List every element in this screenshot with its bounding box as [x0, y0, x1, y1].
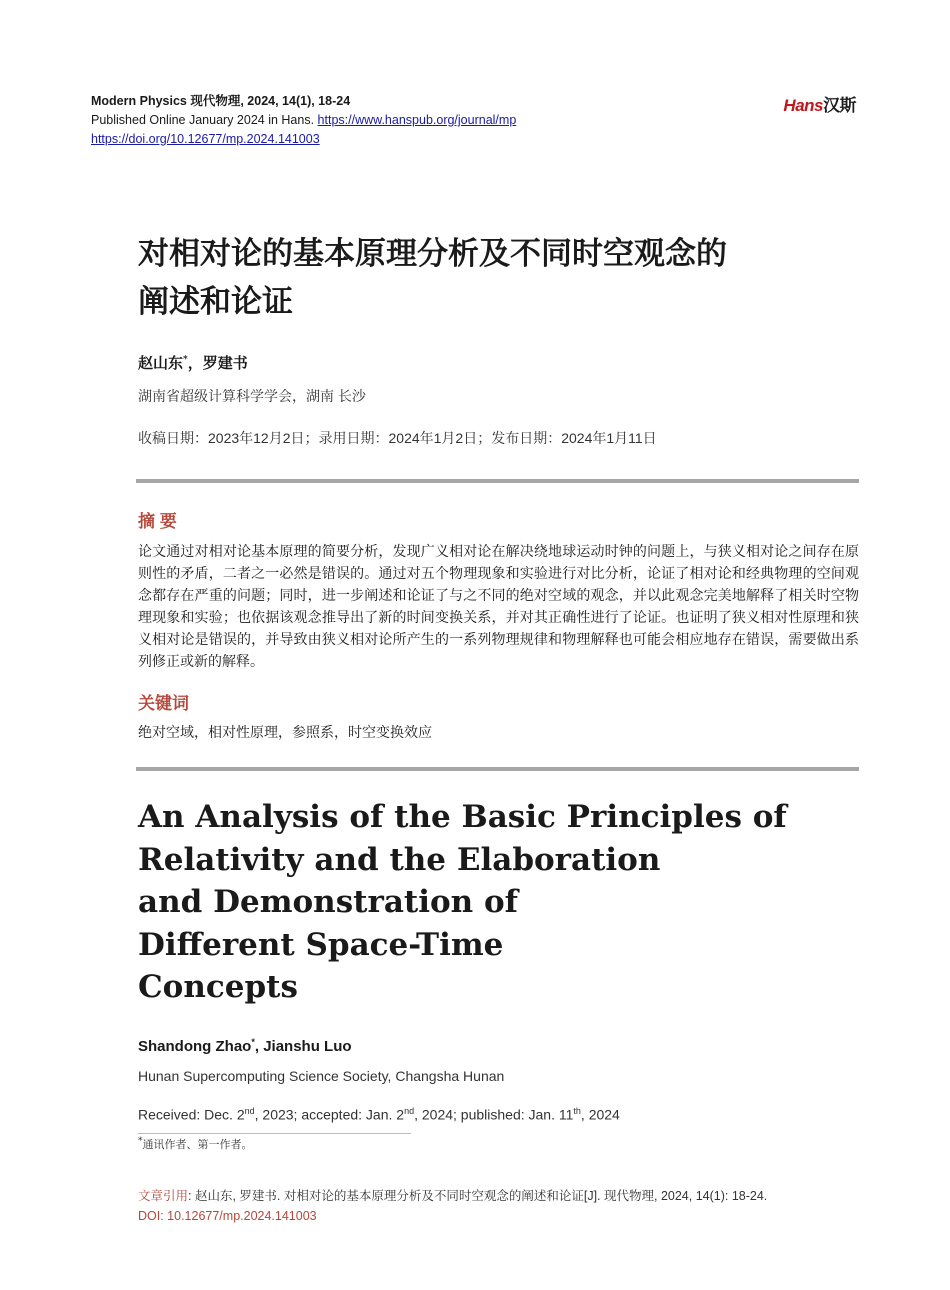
published-sup: th	[573, 1106, 581, 1116]
published-text: Published Online January 2024 in Hans.	[91, 113, 318, 127]
authors-en	[138, 1037, 352, 1055]
abstract-heading: 摘 要	[138, 512, 177, 531]
journal-header	[91, 92, 516, 149]
journal-url-link[interactable]: https://www.hanspub.org/journal/mp	[317, 113, 517, 127]
footnote-rule	[138, 1133, 411, 1134]
published-line	[91, 111, 516, 130]
title-cn-line-1: 对相对论的基本原理分析及不同时空观念的	[138, 236, 727, 271]
author-en-sep: ,	[254, 1038, 264, 1055]
footnote	[138, 1136, 253, 1152]
footnote-text: 通讯作者、第一作者。	[142, 1138, 253, 1151]
doi-url-link[interactable]: https://doi.org/10.12677/mp.2024.141003	[91, 132, 320, 146]
journal-line	[91, 92, 516, 111]
title-en-line-3: and Demonstration of	[138, 884, 519, 920]
title-en-line-2: Relativity and the Elaboration	[138, 841, 661, 878]
keywords-text: 绝对空域，相对性原理，参照系，时空变换效应	[138, 724, 432, 740]
author-cn-mark: *	[183, 355, 188, 365]
affiliation-en: Hunan Supercomputing Science Society, Changsha Hunan	[138, 1068, 505, 1084]
received-sup: nd	[244, 1106, 255, 1116]
received-text: Received: Dec. 2	[138, 1106, 245, 1123]
doi-line	[91, 130, 516, 149]
author-en-1: Shandong Zhao	[138, 1038, 252, 1055]
abstract-text: 论文通过对相对论基本原理的简要分析，发现广义相对论在解决绕地球运动时钟的问题上，与狭义相对论之间存在原则性的矛盾，二者之一必然是错误的。通过对五个物理现象和实验进行对比分析，论证了相对论和经典物理的空间观念都存在严重的问题；同时，进一步阐述和论证了与之不同的绝对空域的观念，并以此观念完美地解释了相关时空物理现象和实验；也依据该观念推导出了新的时间变换关系，并对其正确性进行了论证。也证明了狭义相对性原理和狭义相对论是错误的，并导致由狭义相对论所产生的一系列物理规律和物理解释也可能会相应地存在错误，需要做出系列修正或新的解释。	[138, 543, 859, 669]
journal-volume: 现代物理, 2024, 14(1), 18-24	[190, 94, 351, 108]
title-cn-line-2: 阐述和论证	[138, 284, 293, 319]
author-en-mark: *	[251, 1037, 255, 1047]
title-en-line-5: Concepts	[138, 969, 298, 1005]
title-en	[138, 796, 787, 1009]
author-en-2: Jianshu Luo	[263, 1038, 352, 1055]
logo-cn: 汉斯	[823, 96, 856, 115]
footnote-mark: *	[138, 1136, 143, 1147]
citation-line	[138, 1186, 868, 1206]
journal-name: Modern Physics	[91, 94, 187, 108]
author-cn-1: 赵山东	[138, 354, 184, 372]
affiliation-cn: 湖南省超级计算科学学会，湖南 长沙	[138, 388, 366, 404]
citation-text: : 赵山东, 罗建书. 对相对论的基本原理分析及不同时空观念的阐述和论证[J]. 现代物理, 2024, 14(1): 18-24.	[188, 1189, 768, 1203]
accepted-sup: nd	[404, 1106, 415, 1116]
accepted-text: , 2023; accepted: Jan. 2	[254, 1106, 405, 1123]
citation-label: 文章引用	[138, 1189, 189, 1203]
citation-doi[interactable]: DOI: 10.12677/mp.2024.141003	[138, 1209, 317, 1223]
authors-cn	[138, 352, 248, 373]
title-cn	[138, 230, 838, 326]
dates-cn: 收稿日期：2023年12月2日；录用日期：2024年1月2日；发布日期：2024年1月11日	[138, 430, 657, 446]
dates-en	[138, 1106, 620, 1123]
published-date-text: , 2024; published: Jan. 11	[414, 1106, 574, 1123]
title-en-line-4: Different Space-Time	[138, 926, 504, 963]
author-cn-sep: ，	[187, 354, 203, 372]
hans-logo	[783, 91, 856, 116]
keywords-heading: 关键词	[138, 694, 189, 713]
published-year: , 2024	[580, 1106, 620, 1123]
divider-bottom	[136, 767, 859, 771]
author-cn-2: 罗建书	[202, 354, 248, 372]
logo-latin: Hans	[783, 96, 823, 115]
divider-top	[136, 479, 859, 483]
title-en-line-1: An Analysis of the Basic Principles of	[138, 799, 787, 835]
citation	[138, 1186, 868, 1226]
